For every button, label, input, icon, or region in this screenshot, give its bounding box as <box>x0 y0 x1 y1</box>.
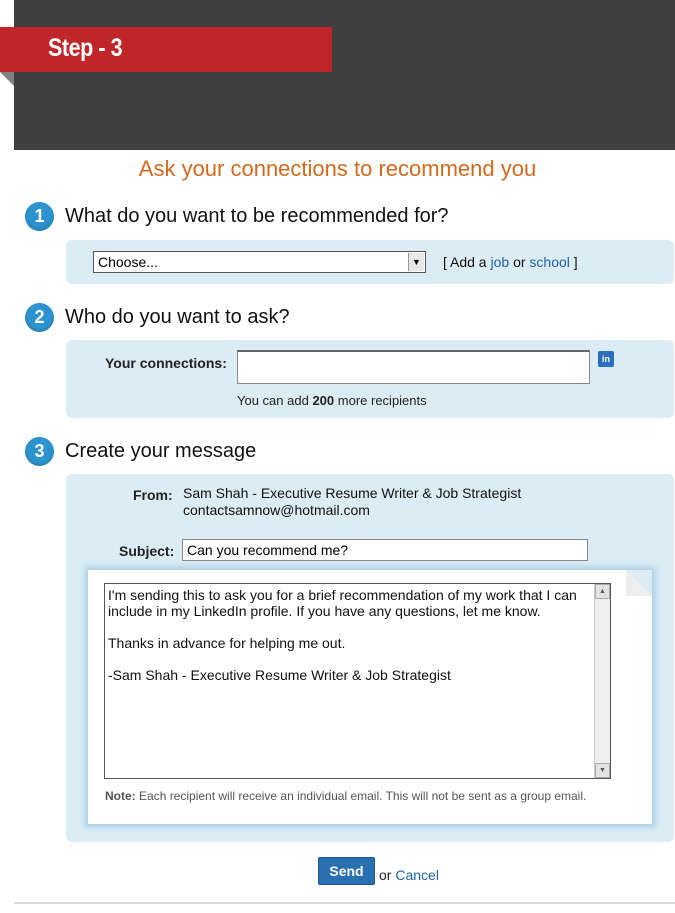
or-text: or <box>379 867 392 883</box>
add-prefix: [ Add a <box>443 254 487 270</box>
message-line: I'm sending this to ask you for a brief recommendation of my work that I can <box>108 587 577 603</box>
recipient-limit-note <box>237 393 427 408</box>
address-book-icon[interactable]: in <box>598 351 614 367</box>
send-button[interactable]: Send <box>318 857 375 885</box>
section-1-heading: What do you want to be recommended for? <box>65 204 449 227</box>
step-number-3: 3 <box>25 437 54 466</box>
select-value: Choose... <box>98 254 158 270</box>
connections-input[interactable] <box>237 350 590 384</box>
subject-label: Subject: <box>119 543 175 559</box>
note-text: Each recipient will receive an individual email. This will not be sent as a group email. <box>139 789 587 803</box>
cancel-link[interactable]: Cancel <box>395 867 439 883</box>
group-email-note <box>105 789 586 803</box>
from-label: From: <box>133 487 173 503</box>
chevron-down-icon[interactable]: ▼ <box>408 253 424 271</box>
message-textarea[interactable] <box>104 583 611 779</box>
section-3-header <box>25 436 256 466</box>
page-curl <box>626 570 652 596</box>
cancel-area <box>379 867 439 883</box>
recip-count: 200 <box>312 393 335 408</box>
from-name: Sam Shah - Executive Resume Writer & Job Strategist <box>183 485 522 501</box>
message-line: Thanks in advance for helping me out. <box>108 635 346 651</box>
section-2-heading: Who do you want to ask? <box>65 305 290 328</box>
header-banner <box>14 0 675 150</box>
message-line: include in my LinkedIn profile. If you have any questions, let me know. <box>108 603 541 619</box>
from-email: contactsamnow@hotmail.com <box>183 502 370 518</box>
recommendation-select[interactable] <box>93 251 426 273</box>
or-text: or <box>513 254 526 270</box>
recip-suffix: more recipients <box>337 393 427 408</box>
divider <box>14 902 675 904</box>
scroll-up-icon[interactable]: ▲ <box>595 584 610 599</box>
section-2-header <box>25 302 290 332</box>
section-3-panel <box>66 474 674 842</box>
section-3-heading: Create your message <box>65 439 257 462</box>
ribbon-fold <box>0 72 14 86</box>
recip-prefix: You can add <box>237 393 309 408</box>
add-suffix: ] <box>573 254 578 270</box>
message-scrollbar[interactable] <box>594 584 610 778</box>
message-paper <box>88 570 652 824</box>
page-title: Ask your connections to recommend you <box>138 156 537 181</box>
job-link[interactable]: job <box>490 254 510 270</box>
subject-input[interactable]: Can you recommend me? <box>182 539 588 561</box>
connections-label: Your connections: <box>105 355 227 371</box>
section-1-panel <box>66 240 674 284</box>
section-2-panel <box>66 340 674 418</box>
scroll-down-icon[interactable]: ▼ <box>595 763 610 778</box>
school-link[interactable]: school <box>529 254 570 270</box>
message-blank-line <box>108 619 588 635</box>
message-blank-line <box>108 651 588 667</box>
step-label: Step - 3 <box>48 34 123 62</box>
section-1-header <box>25 201 449 231</box>
add-job-school <box>443 254 578 270</box>
note-label: Note: <box>105 789 136 803</box>
step-number-2: 2 <box>25 303 54 332</box>
step-number-1: 1 <box>25 202 54 231</box>
message-line: -Sam Shah - Executive Resume Writer & Job Strategist <box>108 667 451 683</box>
